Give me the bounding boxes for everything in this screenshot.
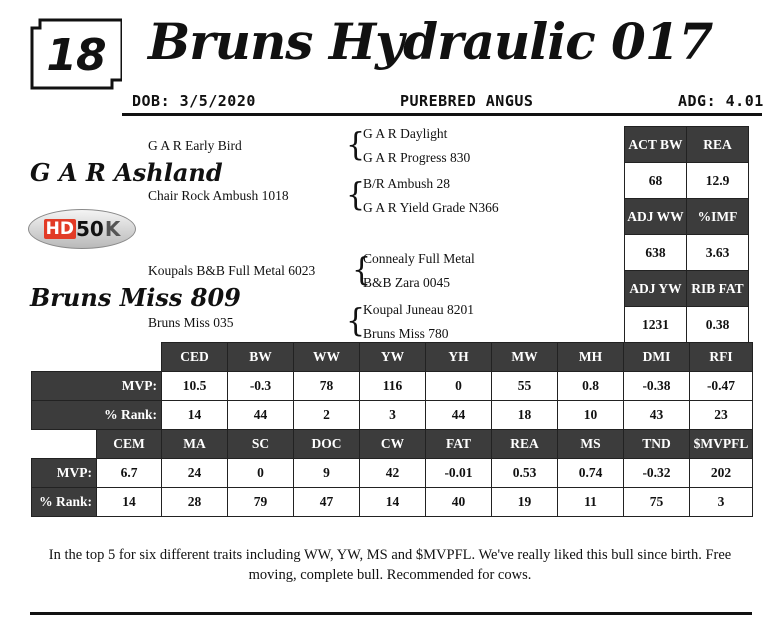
perf-value: 68 [625, 163, 687, 199]
epd-header: MW [492, 343, 558, 372]
epd-mvp-value: 10.5 [162, 372, 228, 401]
epd-mvp-value: 0.53 [492, 459, 558, 488]
epd-rank-value: 14 [162, 401, 228, 430]
epd-header: MH [558, 343, 624, 372]
sire-dam-sire: B/R Ambush 28 [363, 176, 451, 191]
epd-mvp-value: 0.8 [558, 372, 624, 401]
epd-header: RFI [690, 343, 753, 372]
sire-dam-dam: G A R Yield Grade N366 [363, 200, 499, 215]
epd-header: FAT [426, 430, 492, 459]
epd-rank-value: 44 [228, 401, 294, 430]
breed: PUREBRED ANGUS [400, 92, 534, 110]
description-note: In the top 5 for six different traits including WW, YW, MS and $MVPFL. We've really liked this bull since birth. Free moving, complete bull. Recommended for cows. [48, 547, 732, 583]
sire-dam: Chair Rock Ambush 1018 [148, 188, 289, 203]
sire-sire-dam: G A R Progress 830 [363, 150, 471, 165]
dam-name: Bruns Miss 809 [30, 283, 241, 312]
epd-mvp-value: -0.47 [690, 372, 753, 401]
epd-mvp-value: 0.74 [558, 459, 624, 488]
epd-mvp-value: 0 [228, 459, 294, 488]
epd-header: WW [294, 343, 360, 372]
epd-header: CED [162, 343, 228, 372]
epd-mvp-value: -0.38 [624, 372, 690, 401]
epd-mvp-value: -0.3 [228, 372, 294, 401]
epd-rank-value: 23 [690, 401, 753, 430]
epd-table [31, 342, 753, 517]
brace: { [346, 177, 366, 214]
perf-value: 12.9 [687, 163, 749, 199]
header-divider [122, 113, 762, 116]
row-label: MVP: [32, 372, 162, 401]
perf-header: REA [687, 127, 749, 163]
epd-rank-value: 10 [558, 401, 624, 430]
brace: { [352, 252, 372, 289]
epd-header: $MVPFL [690, 430, 753, 459]
perf-value: 3.63 [687, 235, 749, 271]
epd-header: MA [162, 430, 228, 459]
epd-header: BW [228, 343, 294, 372]
perf-value: 1231 [625, 307, 687, 343]
epd-rank-value: 79 [228, 488, 294, 517]
sire-sire: G A R Early Bird [148, 138, 242, 153]
perf-header: ADJ WW [625, 199, 687, 235]
epd-header: SC [228, 430, 294, 459]
epd-header: CW [360, 430, 426, 459]
logo-text: K [104, 217, 121, 241]
epd-rank-value: 44 [426, 401, 492, 430]
dob: DOB: 3/5/2020 [132, 92, 256, 110]
epd-rank-value: 40 [426, 488, 492, 517]
bottom-divider [30, 612, 752, 615]
epd-header: TND [624, 430, 690, 459]
row-label: % Rank: [32, 401, 162, 430]
epd-header: CEM [97, 430, 162, 459]
spacer [32, 343, 162, 372]
epd-rank-value: 75 [624, 488, 690, 517]
epd-rank-value: 18 [492, 401, 558, 430]
perf-value: 0.38 [687, 307, 749, 343]
epd-mvp-value: 116 [360, 372, 426, 401]
row-label: % Rank: [32, 488, 97, 517]
perf-value: 638 [625, 235, 687, 271]
epd-mvp-value: 55 [492, 372, 558, 401]
adg: ADG: 4.01 [678, 92, 764, 110]
row-label: MVP: [32, 459, 97, 488]
epd-header: YW [360, 343, 426, 372]
epd-mvp-value: 78 [294, 372, 360, 401]
epd-rank-value: 14 [97, 488, 162, 517]
logo-text: 50 [76, 217, 104, 241]
sire-sire-sire: G A R Daylight [363, 126, 448, 141]
epd-header: DOC [294, 430, 360, 459]
epd-rank-value: 3 [690, 488, 753, 517]
brace: { [346, 303, 366, 340]
dam-dam: Bruns Miss 035 [148, 315, 234, 330]
performance-table [624, 126, 749, 343]
hd50k-logo [28, 209, 136, 249]
sire-name: G A R Ashland [30, 158, 223, 187]
perf-header: RIB FAT [687, 271, 749, 307]
perf-header: ACT BW [625, 127, 687, 163]
epd-rank-value: 3 [360, 401, 426, 430]
epd-rank-value: 43 [624, 401, 690, 430]
lot-number: 18 [46, 30, 106, 81]
epd-mvp-value: 202 [690, 459, 753, 488]
spacer [32, 430, 97, 459]
epd-header: DMI [624, 343, 690, 372]
epd-header: YH [426, 343, 492, 372]
dam-dam-sire: Koupal Juneau 8201 [363, 302, 474, 317]
bull-name: Bruns Hydraulic 017 [148, 12, 713, 71]
epd-header: REA [492, 430, 558, 459]
epd-mvp-value: -0.32 [624, 459, 690, 488]
perf-header: %IMF [687, 199, 749, 235]
epd-rank-value: 11 [558, 488, 624, 517]
epd-mvp-value: 0 [426, 372, 492, 401]
logo-text: HD [45, 219, 74, 239]
dam-dam-dam: Bruns Miss 780 [363, 326, 449, 341]
epd-mvp-value: 6.7 [97, 459, 162, 488]
brace: { [346, 127, 366, 164]
epd-mvp-value: 24 [162, 459, 228, 488]
epd-rank-value: 14 [360, 488, 426, 517]
epd-rank-value: 28 [162, 488, 228, 517]
epd-header: MS [558, 430, 624, 459]
epd-mvp-value: -0.01 [426, 459, 492, 488]
perf-header: ADJ YW [625, 271, 687, 307]
dam-sire: Koupals B&B Full Metal 6023 [148, 263, 316, 278]
dam-sire-sire: Connealy Full Metal [363, 251, 475, 266]
epd-rank-value: 19 [492, 488, 558, 517]
epd-rank-value: 2 [294, 401, 360, 430]
dam-sire-dam: B&B Zara 0045 [363, 275, 450, 290]
epd-mvp-value: 42 [360, 459, 426, 488]
epd-rank-value: 47 [294, 488, 360, 517]
epd-mvp-value: 9 [294, 459, 360, 488]
